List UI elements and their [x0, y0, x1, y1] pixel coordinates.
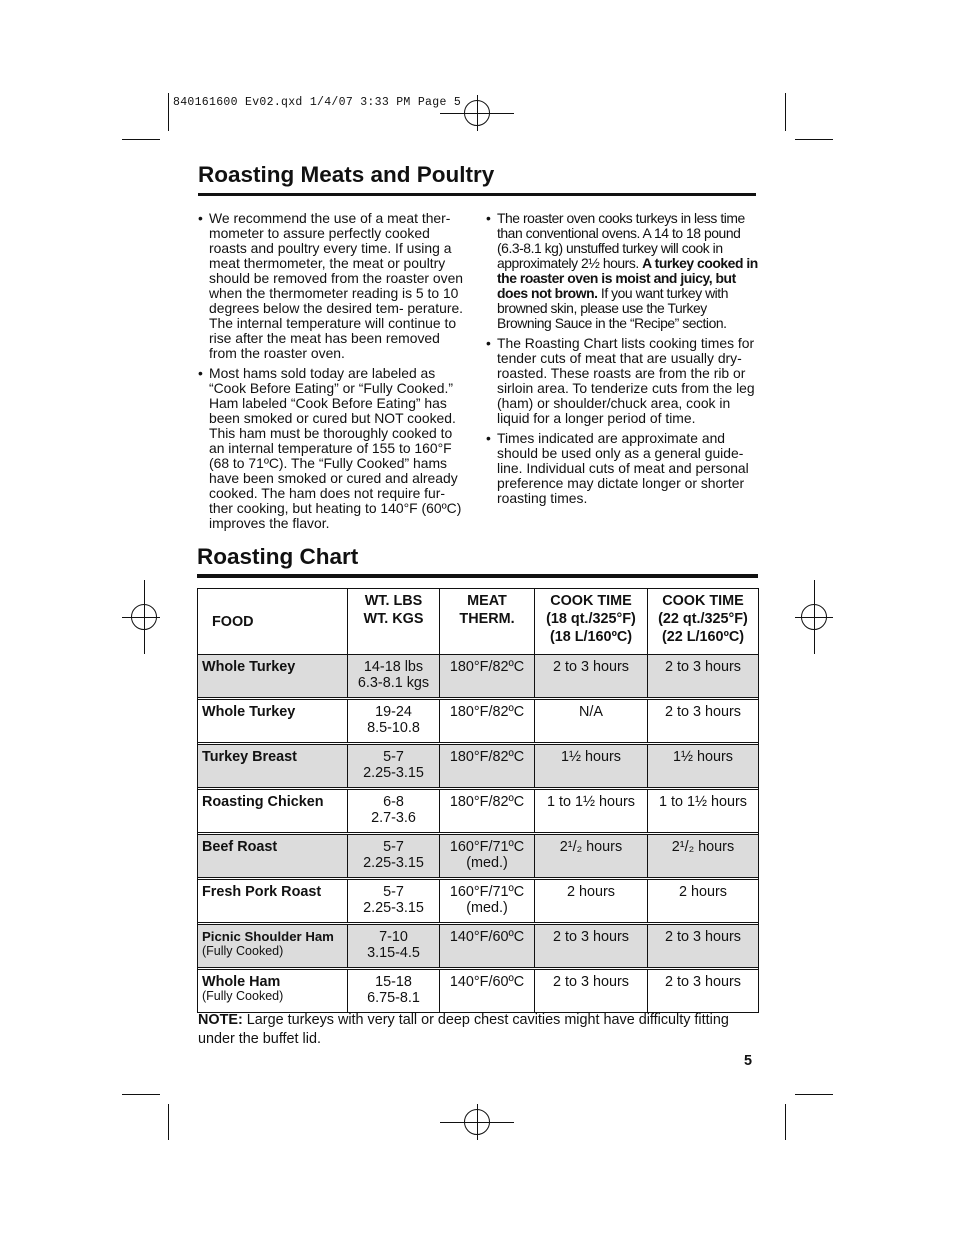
weight-kgs: 6.3-8.1 kgs: [357, 675, 430, 691]
therm-temp: 140°F/60ºC: [449, 974, 525, 990]
weight-kgs: 6.75-8.1: [367, 990, 420, 1006]
food-name: Roasting Chicken: [202, 794, 324, 810]
cook-time-22-cell: 2 to 3 hours: [648, 925, 759, 968]
therm-cell: [440, 970, 535, 1013]
food-name: Beef Roast: [202, 839, 278, 855]
food-note: (Fully Cooked): [202, 989, 284, 1003]
header-cook-time-18: COOK TIME (18 qt./325°F) (18 L/160ºC): [535, 589, 648, 655]
therm-temp: 180°F/82ºC: [449, 749, 525, 765]
weight-cell: [348, 790, 440, 833]
weight-cell: [348, 655, 440, 698]
roasting-chart-table: [197, 588, 759, 1013]
bullet-meat-thermometer: • We recommend the use of a meat ther- mometer to assure perfectly cooked roasts and poultry every time. If using a meat thermometer, the meat or poultry should be removed from the roaster oven when the thermometer reading is 5 to 10 degrees below the desired tem- perature. The internal temperature will continue to rise after the meat has been removed from the roaster oven.: [198, 211, 470, 361]
food-cell: [198, 925, 348, 968]
table-row: [198, 790, 759, 833]
cook-time-18-cell: 2 to 3 hours: [535, 925, 648, 968]
cook-time-22-cell: 1 to 1½ hours: [648, 790, 759, 833]
table-row: [198, 970, 759, 1013]
food-cell: [198, 970, 348, 1013]
cook-time-18-cell: 1½ hours: [535, 745, 648, 788]
weight-kgs: 2.7-3.6: [371, 810, 416, 826]
section-title-roasting-meats: Roasting Meats and Poultry: [198, 162, 495, 187]
therm-cell: [440, 790, 535, 833]
header-weight: WT. LBS WT. KGS: [348, 589, 440, 655]
note-text: Large turkeys with very tall or deep chest cavities might have difficulty fitting under the buffet lid.: [198, 1012, 729, 1047]
weight-kgs: 2.25-3.15: [363, 855, 424, 871]
food-name: Fresh Pork Roast: [202, 884, 322, 900]
cook-time-22-cell: 2 to 3 hours: [648, 970, 759, 1013]
weight-lbs: 5-7: [383, 884, 404, 900]
cook-time-22-cell: 2 to 3 hours: [648, 700, 759, 743]
food-cell: [198, 790, 348, 833]
therm-cell: [440, 745, 535, 788]
food-note: (Fully Cooked): [202, 944, 284, 958]
table-row: [198, 925, 759, 968]
weight-cell: [348, 880, 440, 923]
cook-time-18-cell: 2 to 3 hours: [535, 970, 648, 1013]
weight-lbs: 15-18: [375, 974, 412, 990]
weight-cell: [348, 970, 440, 1013]
weight-lbs: 14-18 lbs: [363, 659, 424, 675]
table-row: [198, 745, 759, 788]
food-name: Whole Ham: [202, 974, 281, 990]
therm-temp: 180°F/82ºC: [449, 704, 525, 720]
food-cell: [198, 745, 348, 788]
weight-lbs: 5-7: [383, 749, 404, 765]
food-name: Whole Turkey: [202, 659, 296, 675]
title-rule: [198, 193, 756, 196]
left-column: [198, 211, 470, 536]
therm-cell: [440, 835, 535, 878]
section-title-roasting-chart: Roasting Chart: [197, 544, 359, 569]
table-row: [198, 700, 759, 743]
therm-cell: [440, 880, 535, 923]
note: [198, 1011, 758, 1049]
chart-title-rule: [197, 574, 758, 578]
cook-time-22-cell: 2 hours: [648, 880, 759, 923]
header-cook-time-22: COOK TIME (22 qt./325°F) (22 L/160ºC): [648, 589, 759, 655]
cook-time-22-cell: 1½ hours: [648, 745, 759, 788]
cook-time-22-cell: 2 to 3 hours: [648, 655, 759, 698]
cook-time-18-cell: N/A: [535, 700, 648, 743]
food-name: Picnic Shoulder Ham: [202, 929, 334, 944]
food-cell: [198, 655, 348, 698]
weight-lbs: 19-24: [375, 704, 412, 720]
right-column: [486, 211, 758, 511]
therm-temp: 180°F/82ºC: [449, 659, 525, 675]
weight-cell: [348, 925, 440, 968]
weight-lbs: 6-8: [383, 794, 404, 810]
therm-note: (med.): [466, 900, 508, 916]
bullet-hams: • Most hams sold today are labeled as “Cook Before Eating” or “Fully Cooked.” Ham labeled “Cook Before Eating” has been smoked or cured but NOT cooked. This ham must be thoroughly cooked to an internal temperature of 155 to 160°F (68 to 71ºC). The “Fully Cooked” hams have been smoked or cured and already cooked. The ham does not require fur- ther cooking, but heating to 140°F (60ºC) improves the flavor.: [198, 366, 470, 531]
table-row: [198, 655, 759, 698]
weight-lbs: 7-10: [379, 929, 408, 945]
header-food: FOOD: [198, 589, 348, 655]
food-name: Whole Turkey: [202, 704, 296, 720]
table-row: [198, 880, 759, 923]
page-number: 5: [744, 1053, 753, 1069]
weight-kgs: 2.25-3.15: [363, 765, 424, 781]
therm-temp: 180°F/82ºC: [449, 794, 525, 810]
bullet-turkey-time: • The roaster oven cooks turkeys in less time than conventional ovens. A 14 to 18 pound (6.3-8.1 kg) unstuffed turkey will cook in approximately 2½ hours. A turkey cooked in the roaster oven is moist and juicy, but does not brown. If you want turkey with browned skin, please use the Turkey Browning Sauce in the “Recipe” section.: [486, 211, 758, 331]
weight-kgs: 2.25-3.15: [363, 900, 424, 916]
weight-lbs: 5-7: [383, 839, 404, 855]
weight-cell: [348, 835, 440, 878]
therm-cell: [440, 655, 535, 698]
food-cell: [198, 880, 348, 923]
slug-line: 840161600 Ev02.qxd 1/4/07 3:33 PM Page 5: [173, 96, 462, 109]
table-row: [198, 835, 759, 878]
cook-time-18-cell: 1 to 1½ hours: [535, 790, 648, 833]
bullet-roasting-chart: • The Roasting Chart lists cooking times for tender cuts of meat that are usually dry-roasted. These roasts are from the rib or sirloin area. To tenderize cuts from the leg (ham) or shoulder/chuck area, cook in liquid for a longer period of time.: [486, 336, 758, 426]
weight-cell: [348, 700, 440, 743]
cook-time-18-cell: 2¹/₂ hours: [535, 835, 648, 878]
cook-time-18-cell: 2 to 3 hours: [535, 655, 648, 698]
therm-note: (med.): [466, 855, 508, 871]
therm-temp: 140°F/60ºC: [449, 929, 525, 945]
bullet-times-approximate: • Times indicated are approximate and should be used only as a general guide- line. Individual cuts of meat and personal preference may dictate longer or shorter roasting times.: [486, 431, 758, 506]
weight-kgs: 8.5-10.8: [367, 720, 420, 736]
header-meat-therm: MEAT THERM.: [440, 589, 535, 655]
therm-cell: [440, 925, 535, 968]
cook-time-22-cell: 2¹/₂ hours: [648, 835, 759, 878]
weight-cell: [348, 745, 440, 788]
food-name: Turkey Breast: [202, 749, 297, 765]
therm-temp: 160°F/71ºC: [449, 839, 525, 855]
table-header-row: [198, 589, 759, 655]
therm-temp: 160°F/71ºC: [449, 884, 525, 900]
therm-cell: [440, 700, 535, 743]
food-cell: [198, 700, 348, 743]
weight-kgs: 3.15-4.5: [367, 945, 420, 961]
cook-time-18-cell: 2 hours: [535, 880, 648, 923]
note-label: NOTE:: [198, 1012, 243, 1028]
food-cell: [198, 835, 348, 878]
